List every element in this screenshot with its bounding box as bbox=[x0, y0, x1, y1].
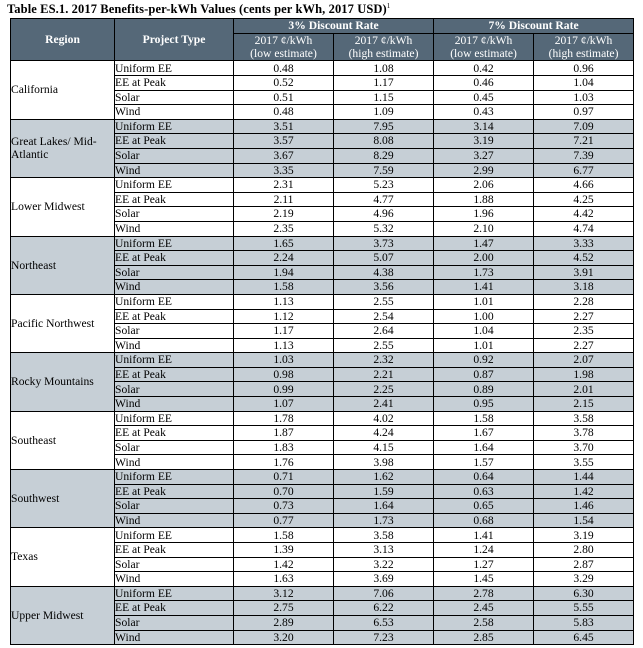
value-7pct-low: 0.95 bbox=[434, 397, 534, 412]
value-7pct-high: 5.55 bbox=[534, 601, 634, 616]
value-3pct-low: 3.20 bbox=[234, 630, 334, 645]
value-7pct-low: 3.19 bbox=[434, 134, 534, 149]
project-type: Uniform EE bbox=[115, 294, 234, 309]
value-3pct-low: 1.94 bbox=[234, 265, 334, 280]
value-3pct-low: 0.48 bbox=[234, 105, 334, 120]
unit-label: 2017 ¢/kWh bbox=[554, 33, 613, 47]
value-7pct-low: 1.41 bbox=[434, 280, 534, 295]
value-3pct-high: 2.64 bbox=[334, 324, 434, 339]
value-7pct-high: 3.91 bbox=[534, 265, 634, 280]
value-3pct-high: 1.59 bbox=[334, 484, 434, 499]
table-row bbox=[11, 470, 634, 485]
value-7pct-high: 1.54 bbox=[534, 513, 634, 528]
project-type: Solar bbox=[115, 440, 234, 455]
project-type: Uniform EE bbox=[115, 411, 234, 426]
value-3pct-low: 2.31 bbox=[234, 178, 334, 193]
value-7pct-high: 4.42 bbox=[534, 207, 634, 222]
project-type: EE at Peak bbox=[115, 484, 234, 499]
value-7pct-high: 2.28 bbox=[534, 294, 634, 309]
unit-label: 2017 ¢/kWh bbox=[254, 33, 313, 47]
table-row bbox=[11, 411, 634, 426]
project-type: EE at Peak bbox=[115, 309, 234, 324]
value-3pct-high: 1.08 bbox=[334, 61, 434, 76]
value-7pct-low: 1.45 bbox=[434, 572, 534, 587]
region-name: Great Lakes/ Mid-Atlantic bbox=[11, 119, 115, 177]
project-type: EE at Peak bbox=[115, 426, 234, 441]
value-3pct-low: 3.67 bbox=[234, 148, 334, 163]
project-type: Solar bbox=[115, 90, 234, 105]
value-3pct-low: 1.07 bbox=[234, 397, 334, 412]
project-type: Solar bbox=[115, 557, 234, 572]
value-3pct-high: 6.22 bbox=[334, 601, 434, 616]
project-type: Solar bbox=[115, 265, 234, 280]
region-name: Northeast bbox=[11, 236, 115, 294]
value-7pct-low: 0.68 bbox=[434, 513, 534, 528]
value-7pct-low: 1.01 bbox=[434, 294, 534, 309]
unit-label: 2017 ¢/kWh bbox=[454, 33, 513, 47]
region-name: Southwest bbox=[11, 470, 115, 528]
table-caption bbox=[7, 2, 390, 17]
project-type: Solar bbox=[115, 207, 234, 222]
value-7pct-high: 1.98 bbox=[534, 367, 634, 382]
value-7pct-low: 2.85 bbox=[434, 630, 534, 645]
value-3pct-low: 1.39 bbox=[234, 543, 334, 558]
project-type: Uniform EE bbox=[115, 61, 234, 76]
value-7pct-low: 2.78 bbox=[434, 586, 534, 601]
value-3pct-high: 3.56 bbox=[334, 280, 434, 295]
value-7pct-low: 2.45 bbox=[434, 601, 534, 616]
value-3pct-high: 3.73 bbox=[334, 236, 434, 251]
region-name: Pacific Northwest bbox=[11, 294, 115, 352]
value-3pct-high: 7.59 bbox=[334, 163, 434, 178]
value-3pct-low: 0.73 bbox=[234, 499, 334, 514]
value-3pct-high: 4.24 bbox=[334, 426, 434, 441]
value-7pct-high: 7.21 bbox=[534, 134, 634, 149]
value-3pct-low: 1.83 bbox=[234, 440, 334, 455]
project-type: Uniform EE bbox=[115, 353, 234, 368]
value-7pct-high: 1.04 bbox=[534, 76, 634, 91]
value-3pct-low: 1.58 bbox=[234, 280, 334, 295]
project-type: Uniform EE bbox=[115, 586, 234, 601]
project-type: EE at Peak bbox=[115, 251, 234, 266]
value-7pct-low: 1.96 bbox=[434, 207, 534, 222]
value-3pct-high: 4.96 bbox=[334, 207, 434, 222]
value-3pct-low: 2.89 bbox=[234, 615, 334, 630]
value-7pct-low: 0.63 bbox=[434, 484, 534, 499]
value-7pct-high: 4.66 bbox=[534, 178, 634, 193]
value-3pct-low: 1.76 bbox=[234, 455, 334, 470]
table-row bbox=[11, 528, 634, 543]
table-row bbox=[11, 236, 634, 251]
value-7pct-low: 1.64 bbox=[434, 440, 534, 455]
value-7pct-low: 3.14 bbox=[434, 119, 534, 134]
value-7pct-high: 3.58 bbox=[534, 411, 634, 426]
estimate-label: (low estimate) bbox=[250, 47, 317, 60]
value-7pct-high: 6.30 bbox=[534, 586, 634, 601]
value-3pct-high: 5.32 bbox=[334, 221, 434, 236]
benefits-table bbox=[10, 18, 634, 645]
value-7pct-low: 1.41 bbox=[434, 528, 534, 543]
value-7pct-high: 2.35 bbox=[534, 324, 634, 339]
value-7pct-high: 3.70 bbox=[534, 440, 634, 455]
value-7pct-high: 3.19 bbox=[534, 528, 634, 543]
header-3pct-rate: 3% Discount Rate bbox=[234, 19, 434, 34]
value-3pct-high: 3.13 bbox=[334, 543, 434, 558]
value-3pct-high: 4.38 bbox=[334, 265, 434, 280]
value-7pct-high: 2.15 bbox=[534, 397, 634, 412]
value-7pct-high: 3.78 bbox=[534, 426, 634, 441]
value-3pct-low: 1.12 bbox=[234, 309, 334, 324]
value-3pct-low: 2.35 bbox=[234, 221, 334, 236]
project-type: Uniform EE bbox=[115, 178, 234, 193]
value-7pct-low: 1.00 bbox=[434, 309, 534, 324]
value-7pct-low: 1.88 bbox=[434, 192, 534, 207]
value-3pct-low: 0.48 bbox=[234, 61, 334, 76]
value-7pct-high: 0.97 bbox=[534, 105, 634, 120]
table-row bbox=[11, 61, 634, 76]
table-body bbox=[11, 61, 634, 645]
value-3pct-high: 5.07 bbox=[334, 251, 434, 266]
value-7pct-low: 1.47 bbox=[434, 236, 534, 251]
region-name: Upper Midwest bbox=[11, 586, 115, 644]
value-3pct-low: 3.35 bbox=[234, 163, 334, 178]
value-3pct-low: 3.51 bbox=[234, 119, 334, 134]
value-7pct-low: 0.42 bbox=[434, 61, 534, 76]
value-7pct-low: 2.00 bbox=[434, 251, 534, 266]
value-3pct-high: 2.32 bbox=[334, 353, 434, 368]
value-7pct-high: 1.03 bbox=[534, 90, 634, 105]
value-3pct-low: 1.03 bbox=[234, 353, 334, 368]
value-7pct-high: 1.44 bbox=[534, 470, 634, 485]
value-3pct-high: 2.21 bbox=[334, 367, 434, 382]
value-3pct-low: 1.87 bbox=[234, 426, 334, 441]
header-7pct-rate: 7% Discount Rate bbox=[434, 19, 634, 34]
value-7pct-high: 6.77 bbox=[534, 163, 634, 178]
value-7pct-low: 0.89 bbox=[434, 382, 534, 397]
value-7pct-high: 2.80 bbox=[534, 543, 634, 558]
value-3pct-low: 0.51 bbox=[234, 90, 334, 105]
value-3pct-low: 1.42 bbox=[234, 557, 334, 572]
table-row bbox=[11, 586, 634, 601]
value-3pct-low: 3.57 bbox=[234, 134, 334, 149]
value-3pct-low: 1.78 bbox=[234, 411, 334, 426]
value-7pct-high: 5.83 bbox=[534, 615, 634, 630]
value-3pct-high: 8.08 bbox=[334, 134, 434, 149]
project-type: Solar bbox=[115, 148, 234, 163]
value-7pct-high: 2.07 bbox=[534, 353, 634, 368]
value-7pct-low: 2.06 bbox=[434, 178, 534, 193]
value-3pct-high: 1.64 bbox=[334, 499, 434, 514]
value-7pct-low: 0.92 bbox=[434, 353, 534, 368]
value-3pct-low: 2.11 bbox=[234, 192, 334, 207]
table-row bbox=[11, 119, 634, 134]
value-7pct-low: 0.45 bbox=[434, 90, 534, 105]
value-7pct-high: 4.74 bbox=[534, 221, 634, 236]
caption-text: Table ES.1. 2017 Benefits-per-kWh Values (cents per kWh, 2017 USD) bbox=[7, 2, 387, 17]
header-project-type: Project Type bbox=[115, 19, 234, 61]
header-7pct-low bbox=[434, 33, 534, 61]
value-3pct-high: 7.23 bbox=[334, 630, 434, 645]
value-7pct-low: 2.10 bbox=[434, 221, 534, 236]
value-3pct-low: 1.13 bbox=[234, 338, 334, 353]
project-type: Wind bbox=[115, 280, 234, 295]
value-3pct-low: 0.99 bbox=[234, 382, 334, 397]
value-3pct-low: 0.52 bbox=[234, 76, 334, 91]
region-name: Lower Midwest bbox=[11, 178, 115, 236]
project-type: EE at Peak bbox=[115, 192, 234, 207]
value-3pct-high: 4.77 bbox=[334, 192, 434, 207]
value-3pct-high: 1.73 bbox=[334, 513, 434, 528]
value-3pct-high: 7.06 bbox=[334, 586, 434, 601]
value-7pct-low: 1.58 bbox=[434, 411, 534, 426]
value-7pct-low: 2.99 bbox=[434, 163, 534, 178]
value-3pct-low: 0.98 bbox=[234, 367, 334, 382]
project-type: Wind bbox=[115, 572, 234, 587]
project-type: EE at Peak bbox=[115, 601, 234, 616]
value-3pct-high: 2.41 bbox=[334, 397, 434, 412]
value-7pct-high: 0.96 bbox=[534, 61, 634, 76]
value-3pct-low: 0.70 bbox=[234, 484, 334, 499]
value-7pct-high: 7.09 bbox=[534, 119, 634, 134]
value-3pct-high: 2.54 bbox=[334, 309, 434, 324]
header-3pct-high bbox=[334, 33, 434, 61]
value-3pct-high: 4.02 bbox=[334, 411, 434, 426]
estimate-label: (high estimate) bbox=[548, 47, 619, 60]
value-7pct-high: 2.27 bbox=[534, 338, 634, 353]
value-7pct-high: 1.42 bbox=[534, 484, 634, 499]
project-type: Solar bbox=[115, 615, 234, 630]
value-7pct-low: 0.65 bbox=[434, 499, 534, 514]
value-7pct-low: 0.43 bbox=[434, 105, 534, 120]
project-type: Uniform EE bbox=[115, 470, 234, 485]
value-7pct-low: 1.67 bbox=[434, 426, 534, 441]
value-7pct-high: 1.46 bbox=[534, 499, 634, 514]
value-3pct-high: 3.98 bbox=[334, 455, 434, 470]
project-type: Wind bbox=[115, 163, 234, 178]
project-type: Solar bbox=[115, 499, 234, 514]
project-type: EE at Peak bbox=[115, 134, 234, 149]
value-3pct-high: 1.09 bbox=[334, 105, 434, 120]
value-3pct-low: 3.12 bbox=[234, 586, 334, 601]
value-7pct-high: 3.33 bbox=[534, 236, 634, 251]
region-name: Rocky Mountains bbox=[11, 353, 115, 411]
value-3pct-high: 6.53 bbox=[334, 615, 434, 630]
project-type: Wind bbox=[115, 630, 234, 645]
region-name: California bbox=[11, 61, 115, 119]
value-3pct-low: 1.13 bbox=[234, 294, 334, 309]
value-7pct-low: 0.87 bbox=[434, 367, 534, 382]
estimate-label: (low estimate) bbox=[450, 47, 517, 60]
project-type: Solar bbox=[115, 382, 234, 397]
value-7pct-low: 0.64 bbox=[434, 470, 534, 485]
value-7pct-low: 1.73 bbox=[434, 265, 534, 280]
value-3pct-low: 0.77 bbox=[234, 513, 334, 528]
footnote-marker: 1 bbox=[386, 2, 391, 10]
value-7pct-low: 1.27 bbox=[434, 557, 534, 572]
project-type: Uniform EE bbox=[115, 528, 234, 543]
value-7pct-high: 2.87 bbox=[534, 557, 634, 572]
value-3pct-low: 0.71 bbox=[234, 470, 334, 485]
project-type: EE at Peak bbox=[115, 76, 234, 91]
value-7pct-high: 3.55 bbox=[534, 455, 634, 470]
project-type: Wind bbox=[115, 513, 234, 528]
value-7pct-high: 7.39 bbox=[534, 148, 634, 163]
header-7pct-high bbox=[534, 33, 634, 61]
project-type: Wind bbox=[115, 397, 234, 412]
value-3pct-low: 2.19 bbox=[234, 207, 334, 222]
project-type: Wind bbox=[115, 221, 234, 236]
region-name: Texas bbox=[11, 528, 115, 586]
value-3pct-low: 1.58 bbox=[234, 528, 334, 543]
value-7pct-low: 1.24 bbox=[434, 543, 534, 558]
project-type: Wind bbox=[115, 455, 234, 470]
value-3pct-high: 2.55 bbox=[334, 338, 434, 353]
value-7pct-low: 1.01 bbox=[434, 338, 534, 353]
value-3pct-high: 2.55 bbox=[334, 294, 434, 309]
table-row bbox=[11, 294, 634, 309]
table-row bbox=[11, 178, 634, 193]
region-name: Southeast bbox=[11, 411, 115, 469]
value-3pct-high: 8.29 bbox=[334, 148, 434, 163]
value-7pct-high: 4.52 bbox=[534, 251, 634, 266]
value-3pct-low: 1.17 bbox=[234, 324, 334, 339]
project-type: Uniform EE bbox=[115, 236, 234, 251]
project-type: Wind bbox=[115, 338, 234, 353]
value-3pct-high: 3.69 bbox=[334, 572, 434, 587]
table-row bbox=[11, 353, 634, 368]
value-3pct-high: 7.95 bbox=[334, 119, 434, 134]
value-3pct-low: 1.65 bbox=[234, 236, 334, 251]
value-7pct-low: 1.04 bbox=[434, 324, 534, 339]
value-3pct-high: 2.25 bbox=[334, 382, 434, 397]
header-region: Region bbox=[11, 19, 115, 61]
value-7pct-high: 2.01 bbox=[534, 382, 634, 397]
project-type: Solar bbox=[115, 324, 234, 339]
value-3pct-high: 3.22 bbox=[334, 557, 434, 572]
value-3pct-high: 1.17 bbox=[334, 76, 434, 91]
value-3pct-high: 5.23 bbox=[334, 178, 434, 193]
value-3pct-high: 1.15 bbox=[334, 90, 434, 105]
value-7pct-high: 3.18 bbox=[534, 280, 634, 295]
value-3pct-high: 4.15 bbox=[334, 440, 434, 455]
value-7pct-low: 2.58 bbox=[434, 615, 534, 630]
value-7pct-high: 4.25 bbox=[534, 192, 634, 207]
value-7pct-low: 3.27 bbox=[434, 148, 534, 163]
value-7pct-low: 0.46 bbox=[434, 76, 534, 91]
value-3pct-high: 1.62 bbox=[334, 470, 434, 485]
value-7pct-high: 6.45 bbox=[534, 630, 634, 645]
value-3pct-high: 3.58 bbox=[334, 528, 434, 543]
header-3pct-low bbox=[234, 33, 334, 61]
value-7pct-high: 2.27 bbox=[534, 309, 634, 324]
value-7pct-high: 3.29 bbox=[534, 572, 634, 587]
estimate-label: (high estimate) bbox=[348, 47, 419, 60]
value-3pct-low: 1.63 bbox=[234, 572, 334, 587]
value-3pct-low: 2.24 bbox=[234, 251, 334, 266]
project-type: EE at Peak bbox=[115, 367, 234, 382]
project-type: Wind bbox=[115, 105, 234, 120]
value-3pct-low: 2.75 bbox=[234, 601, 334, 616]
project-type: Uniform EE bbox=[115, 119, 234, 134]
unit-label: 2017 ¢/kWh bbox=[354, 33, 413, 47]
project-type: EE at Peak bbox=[115, 543, 234, 558]
value-7pct-low: 1.57 bbox=[434, 455, 534, 470]
